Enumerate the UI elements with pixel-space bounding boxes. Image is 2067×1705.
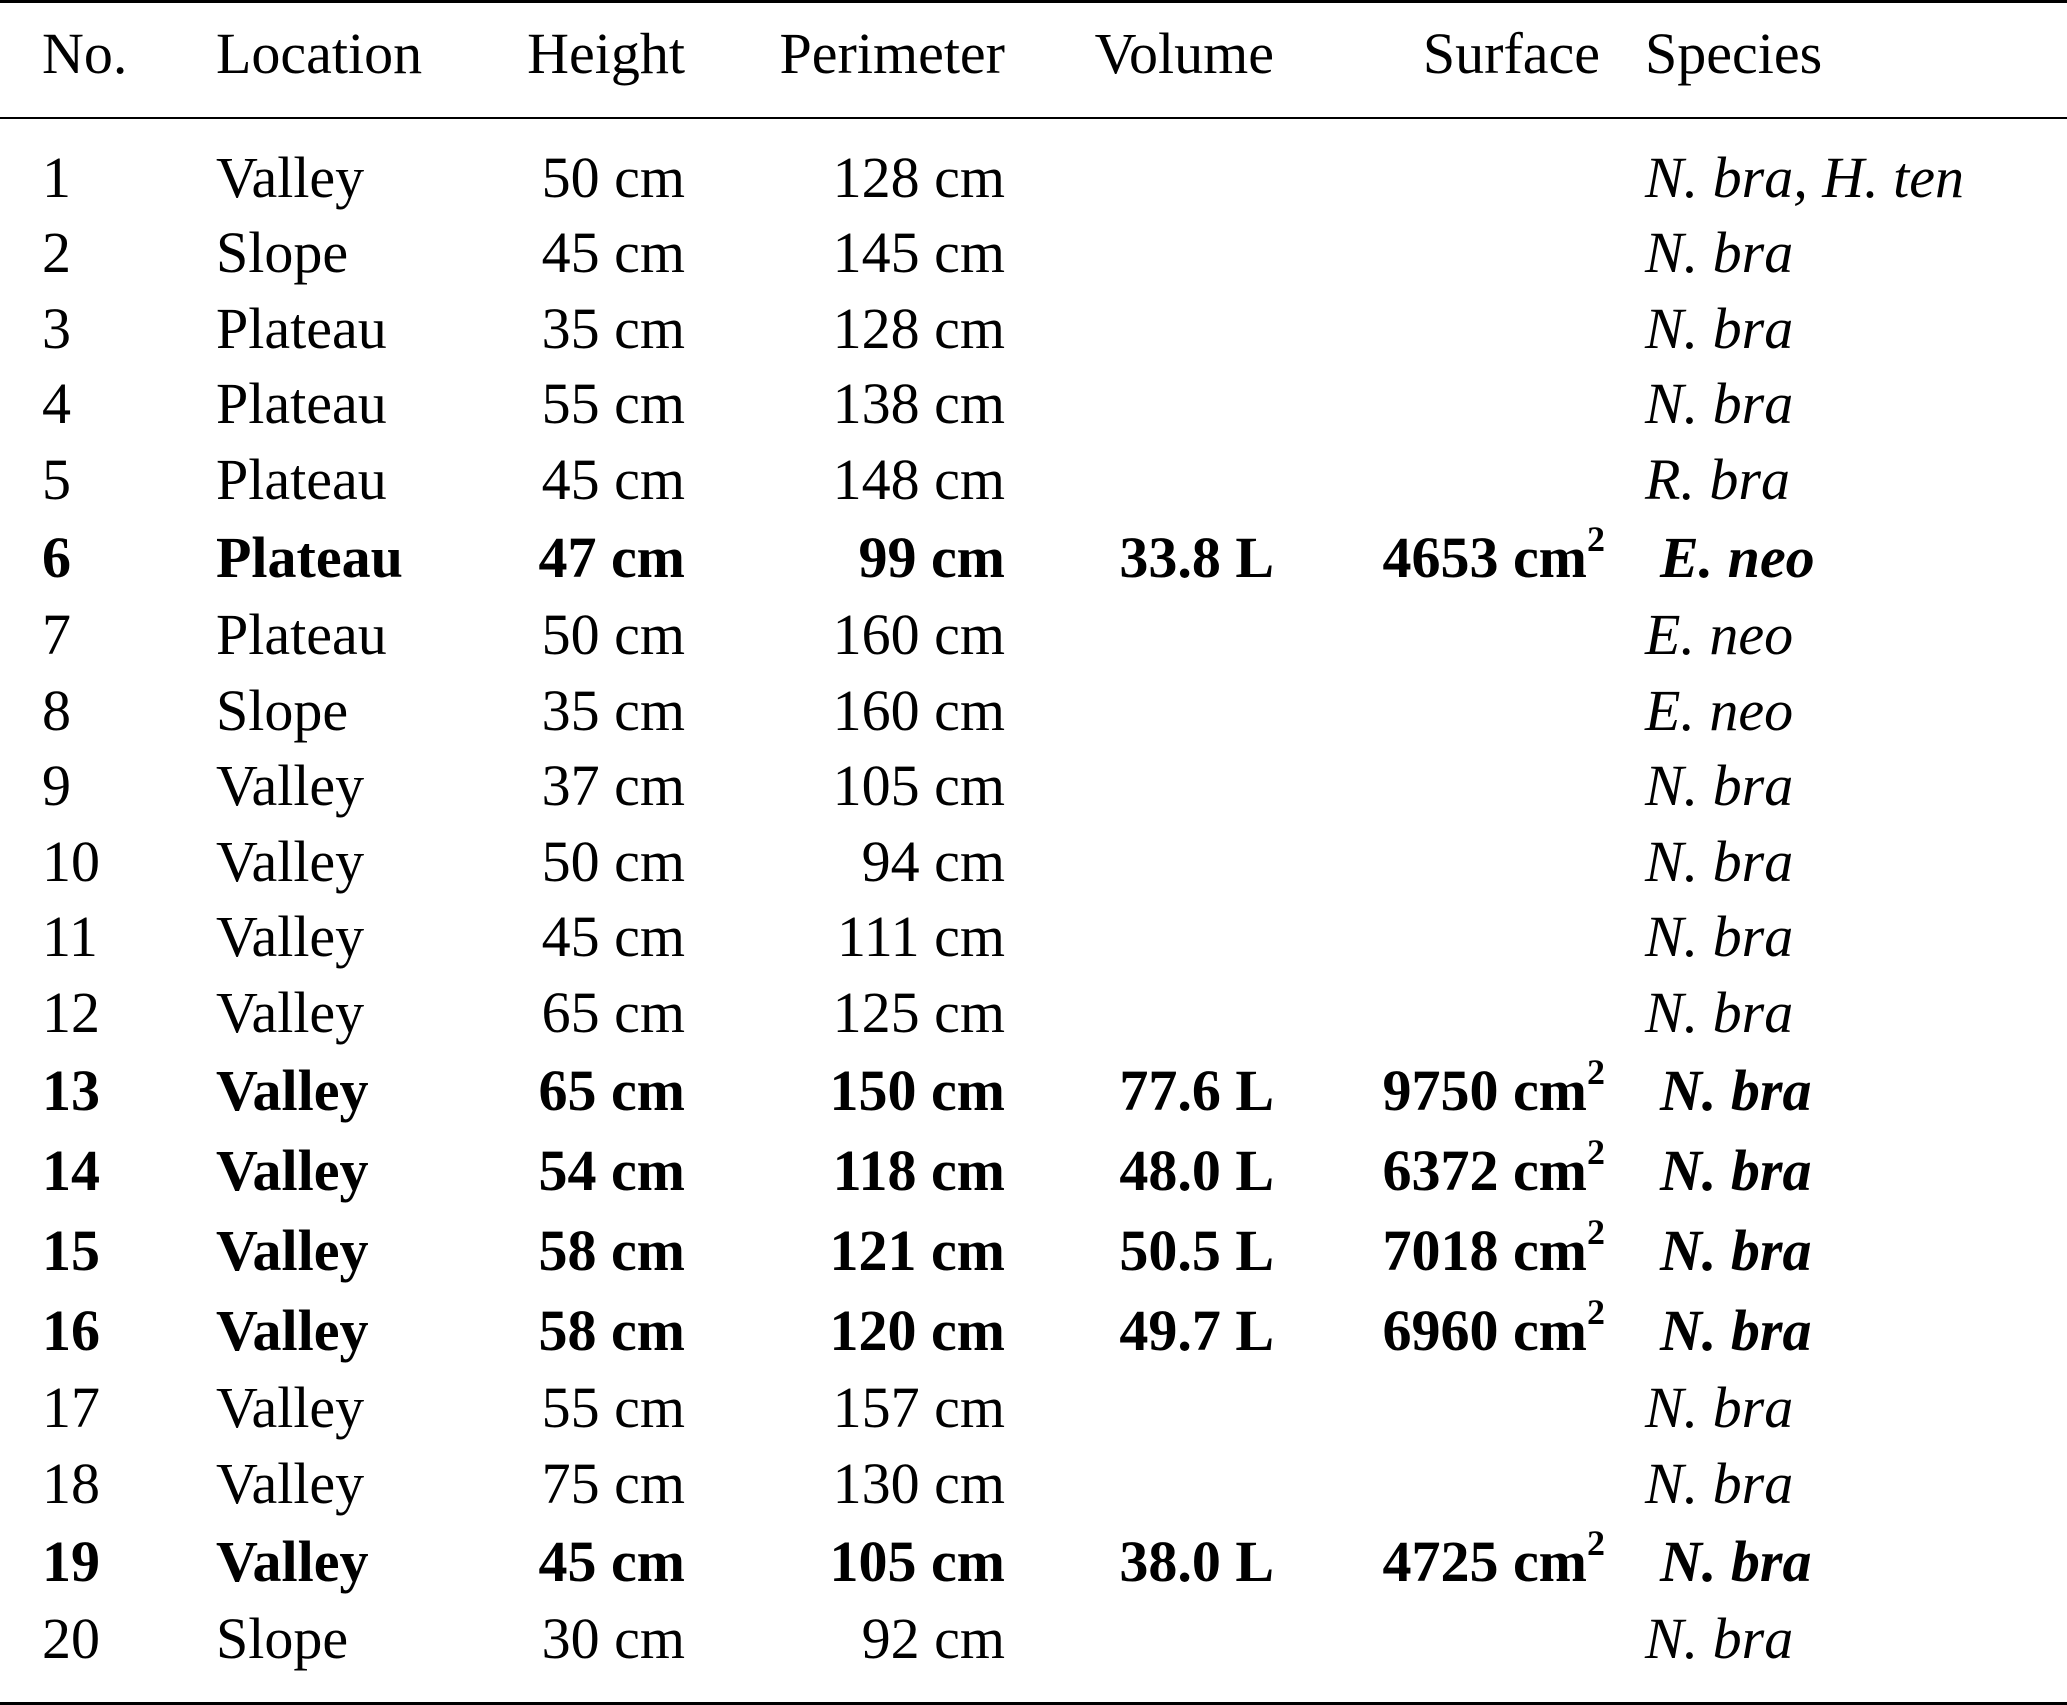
cell-volume-text: 33.8 L	[1119, 524, 1274, 590]
cell-height-text: 75 cm	[541, 1450, 685, 1516]
cell-species-text: E. neo	[1645, 677, 1794, 743]
cell-height-text: 55 cm	[541, 1375, 685, 1441]
cell-no	[0, 1522, 190, 1602]
cell-surface	[1280, 1211, 1610, 1291]
cell-no	[0, 900, 190, 976]
cell-location-text: Valley	[216, 979, 365, 1045]
cell-species-text: N. bra	[1645, 1375, 1794, 1441]
cell-location-text: Plateau	[216, 295, 387, 361]
cell-surface	[1280, 1131, 1610, 1211]
cell-surface	[1280, 975, 1610, 1051]
table-row	[0, 1211, 2067, 1291]
cell-height-text: 50 cm	[541, 144, 685, 210]
cell-height-text: 35 cm	[541, 677, 685, 743]
cell-perimeter-text: 148 cm	[832, 446, 1005, 512]
cell-volume	[1010, 1211, 1280, 1291]
cell-surface-text: 6960 cm	[1382, 1297, 1587, 1363]
cell-no	[0, 1371, 190, 1447]
table-row	[0, 598, 2067, 674]
cell-species	[1610, 291, 2067, 367]
cell-no	[0, 1602, 190, 1678]
cell-no-text: 15	[42, 1217, 100, 1283]
header-height: Height	[527, 20, 685, 86]
cell-location	[190, 673, 490, 749]
cell-location	[190, 1211, 490, 1291]
cell-perimeter	[690, 824, 1010, 900]
cell-perimeter-text: 145 cm	[832, 220, 1005, 286]
cell-height	[490, 1522, 690, 1602]
cell-surface-text: 4653 cm	[1382, 524, 1587, 590]
cell-location-text: Slope	[216, 1606, 349, 1672]
cell-perimeter	[690, 673, 1010, 749]
cell-location	[190, 1371, 490, 1447]
cell-no	[0, 1211, 190, 1291]
cell-height	[490, 140, 690, 216]
cell-height	[490, 975, 690, 1051]
cell-no	[0, 1446, 190, 1522]
cell-surface	[1280, 1291, 1610, 1371]
cell-species	[1610, 1211, 2067, 1291]
cell-perimeter	[690, 1051, 1010, 1131]
table-row	[0, 216, 2067, 292]
cell-height-text: 45 cm	[538, 1528, 685, 1594]
cell-location-text: Valley	[216, 1057, 369, 1123]
cell-perimeter	[690, 749, 1010, 825]
table-row	[0, 1522, 2067, 1602]
cell-location	[190, 1131, 490, 1211]
table-row	[0, 140, 2067, 216]
cell-height	[490, 598, 690, 674]
cell-surface	[1280, 291, 1610, 367]
header-species: Species	[1645, 20, 1823, 86]
cell-location-text: Slope	[216, 677, 349, 743]
cell-no	[0, 598, 190, 674]
cell-height-text: 50 cm	[541, 828, 685, 894]
cell-surface	[1280, 749, 1610, 825]
header-no: No.	[42, 20, 128, 86]
cell-species-text: R. bra	[1645, 446, 1790, 512]
cell-height	[490, 442, 690, 518]
cell-species-text: N. bra	[1660, 1297, 1812, 1363]
cell-perimeter-text: 121 cm	[829, 1217, 1005, 1283]
cell-location-text: Valley	[216, 1375, 365, 1441]
cell-volume	[1010, 824, 1280, 900]
cell-perimeter	[690, 1446, 1010, 1522]
cell-volume-text: 50.5 L	[1119, 1217, 1274, 1283]
cell-perimeter-text: 128 cm	[832, 295, 1005, 361]
cell-no	[0, 291, 190, 367]
cell-no	[0, 518, 190, 598]
cell-height	[490, 291, 690, 367]
cell-height-text: 54 cm	[538, 1137, 685, 1203]
surface-exponent: 2	[1587, 1051, 1605, 1092]
cell-volume	[1010, 291, 1280, 367]
surface-exponent: 2	[1587, 1291, 1605, 1332]
cell-no-text: 5	[42, 446, 71, 512]
cell-location-text: Valley	[216, 1217, 369, 1283]
cell-no-text: 20	[42, 1606, 100, 1672]
cell-species	[1610, 673, 2067, 749]
table-row	[0, 975, 2067, 1051]
table-row	[0, 749, 2067, 825]
cell-surface	[1280, 367, 1610, 443]
cell-no	[0, 1131, 190, 1211]
cell-location	[190, 975, 490, 1051]
cell-perimeter	[690, 1131, 1010, 1211]
header-row	[0, 0, 2067, 117]
cell-volume	[1010, 975, 1280, 1051]
cell-location	[190, 1051, 490, 1131]
cell-no-text: 17	[42, 1375, 100, 1441]
cell-height	[490, 1051, 690, 1131]
table-row	[0, 367, 2067, 443]
cell-location	[190, 1446, 490, 1522]
cell-perimeter	[690, 1602, 1010, 1678]
cell-height-text: 65 cm	[541, 979, 685, 1045]
cell-location-text: Valley	[216, 828, 365, 894]
cell-species	[1610, 975, 2067, 1051]
cell-location	[190, 900, 490, 976]
cell-volume	[1010, 1371, 1280, 1447]
cell-no-text: 7	[42, 602, 71, 668]
cell-species	[1610, 1371, 2067, 1447]
cell-perimeter	[690, 291, 1010, 367]
cell-no-text: 11	[42, 904, 98, 970]
cell-volume-text: 77.6 L	[1119, 1057, 1274, 1123]
cell-surface	[1280, 1522, 1610, 1602]
cell-species-text: E. neo	[1660, 524, 1815, 590]
cell-height	[490, 367, 690, 443]
table-row	[0, 1446, 2067, 1522]
surface-exponent: 2	[1587, 518, 1605, 559]
cell-surface	[1280, 598, 1610, 674]
table-row	[0, 1371, 2067, 1447]
cell-no	[0, 673, 190, 749]
cell-species	[1610, 1291, 2067, 1371]
cell-height-text: 65 cm	[538, 1057, 685, 1123]
cell-height	[490, 1602, 690, 1678]
cell-species	[1610, 442, 2067, 518]
cell-surface	[1280, 140, 1610, 216]
cell-species-text: N. bra	[1645, 1606, 1794, 1672]
cell-no-text: 1	[42, 144, 71, 210]
cell-species-text: N. bra	[1645, 753, 1794, 819]
cell-volume	[1010, 598, 1280, 674]
cell-height-text: 58 cm	[538, 1217, 685, 1283]
cell-perimeter-text: 128 cm	[832, 144, 1005, 210]
cell-no-text: 19	[42, 1528, 100, 1594]
cell-species-text: N. bra	[1660, 1137, 1812, 1203]
cell-volume-text: 48.0 L	[1119, 1137, 1274, 1203]
cell-species-text: N. bra	[1660, 1528, 1812, 1594]
surface-exponent: 2	[1587, 1211, 1605, 1252]
cell-species	[1610, 900, 2067, 976]
cell-species-text: N. bra	[1645, 828, 1794, 894]
cell-no-text: 18	[42, 1450, 100, 1516]
cell-species-text: N. bra	[1645, 295, 1794, 361]
cell-location	[190, 1522, 490, 1602]
cell-perimeter	[690, 216, 1010, 292]
table-row	[0, 518, 2067, 598]
cell-height-text: 45 cm	[541, 446, 685, 512]
cell-location	[190, 291, 490, 367]
cell-surface-text: 7018 cm	[1382, 1217, 1587, 1283]
cell-surface	[1280, 900, 1610, 976]
cell-height-text: 45 cm	[541, 220, 685, 286]
cell-species-text: N. bra	[1645, 220, 1794, 286]
table-spacer-row	[0, 117, 2067, 140]
cell-perimeter	[690, 518, 1010, 598]
cell-location	[190, 749, 490, 825]
table-row	[0, 673, 2067, 749]
cell-no	[0, 140, 190, 216]
cell-volume-text: 38.0 L	[1119, 1528, 1274, 1594]
cell-no-text: 6	[42, 524, 71, 590]
cell-perimeter	[690, 598, 1010, 674]
cell-species	[1610, 1131, 2067, 1211]
cell-height	[490, 824, 690, 900]
cell-perimeter-text: 105 cm	[832, 753, 1005, 819]
cell-perimeter-text: 125 cm	[832, 979, 1005, 1045]
cell-volume	[1010, 518, 1280, 598]
cell-location	[190, 518, 490, 598]
cell-no-text: 8	[42, 677, 71, 743]
cell-location-text: Plateau	[216, 371, 387, 437]
cell-volume	[1010, 900, 1280, 976]
cell-perimeter	[690, 140, 1010, 216]
cell-volume	[1010, 1131, 1280, 1211]
table-row	[0, 900, 2067, 976]
cell-perimeter	[690, 975, 1010, 1051]
cell-height	[490, 1446, 690, 1522]
cell-species-text: N. bra	[1645, 371, 1794, 437]
cell-location-text: Plateau	[216, 446, 387, 512]
cell-location	[190, 367, 490, 443]
cell-perimeter-text: 105 cm	[829, 1528, 1005, 1594]
cell-perimeter-text: 99 cm	[858, 524, 1005, 590]
cell-volume	[1010, 216, 1280, 292]
cell-perimeter	[690, 1522, 1010, 1602]
cell-location	[190, 824, 490, 900]
cell-height	[490, 900, 690, 976]
surface-exponent: 2	[1587, 1131, 1605, 1172]
cell-location-text: Valley	[216, 904, 365, 970]
cell-location	[190, 1602, 490, 1678]
cell-no	[0, 749, 190, 825]
surface-exponent: 2	[1587, 1522, 1605, 1563]
cell-location	[190, 442, 490, 518]
cell-no-text: 16	[42, 1297, 100, 1363]
cell-surface	[1280, 1051, 1610, 1131]
cell-species-text: N. bra	[1645, 979, 1794, 1045]
cell-location-text: Valley	[216, 1297, 369, 1363]
cell-no-text: 2	[42, 220, 71, 286]
cell-surface	[1280, 518, 1610, 598]
table-row	[0, 1131, 2067, 1211]
cell-height-text: 35 cm	[541, 295, 685, 361]
cell-species-text: E. neo	[1645, 602, 1794, 668]
cell-volume	[1010, 673, 1280, 749]
cell-species	[1610, 1051, 2067, 1131]
cell-surface	[1280, 1446, 1610, 1522]
cell-no	[0, 1051, 190, 1131]
cell-height	[490, 1371, 690, 1447]
table-body	[0, 117, 2067, 1677]
cell-species-text: N. bra	[1645, 904, 1794, 970]
cell-species	[1610, 216, 2067, 292]
cell-perimeter	[690, 1371, 1010, 1447]
cell-volume	[1010, 1446, 1280, 1522]
cell-species	[1610, 749, 2067, 825]
table-row	[0, 824, 2067, 900]
cell-location	[190, 1291, 490, 1371]
cell-no-text: 13	[42, 1057, 100, 1123]
cell-surface	[1280, 1371, 1610, 1447]
cell-species	[1610, 598, 2067, 674]
cell-height-text: 30 cm	[541, 1606, 685, 1672]
cell-species	[1610, 518, 2067, 598]
cell-perimeter-text: 157 cm	[832, 1375, 1005, 1441]
cell-no-text: 9	[42, 753, 71, 819]
cell-no-text: 14	[42, 1137, 100, 1203]
cell-species	[1610, 1602, 2067, 1678]
cell-species-text: N. bra, H. ten	[1645, 144, 1964, 210]
cell-species	[1610, 1446, 2067, 1522]
cell-no-text: 4	[42, 371, 71, 437]
cell-location	[190, 598, 490, 674]
cell-location	[190, 216, 490, 292]
cell-surface	[1280, 442, 1610, 518]
table-row	[0, 291, 2067, 367]
cell-height	[490, 749, 690, 825]
cell-perimeter	[690, 367, 1010, 443]
cell-no	[0, 975, 190, 1051]
cell-perimeter	[690, 1211, 1010, 1291]
cell-no	[0, 367, 190, 443]
cell-location-text: Valley	[216, 1137, 369, 1203]
cell-surface-text: 4725 cm	[1382, 1528, 1587, 1594]
table-row	[0, 442, 2067, 518]
cell-perimeter-text: 111 cm	[836, 904, 1005, 970]
table-header	[0, 0, 2067, 117]
cell-species	[1610, 367, 2067, 443]
cell-perimeter	[690, 1291, 1010, 1371]
cell-perimeter-text: 94 cm	[861, 828, 1005, 894]
cell-no	[0, 216, 190, 292]
header-perimeter: Perimeter	[779, 20, 1005, 86]
cell-no	[0, 824, 190, 900]
cell-surface	[1280, 824, 1610, 900]
cell-perimeter-text: 118 cm	[832, 1137, 1005, 1203]
cell-surface	[1280, 673, 1610, 749]
cell-no-text: 3	[42, 295, 71, 361]
cell-location	[190, 140, 490, 216]
cell-no	[0, 1291, 190, 1371]
cell-volume	[1010, 1051, 1280, 1131]
cell-height-text: 45 cm	[541, 904, 685, 970]
cell-height	[490, 1131, 690, 1211]
cell-perimeter-text: 160 cm	[832, 602, 1005, 668]
cell-volume	[1010, 1291, 1280, 1371]
cell-location-text: Valley	[216, 753, 365, 819]
cell-location-text: Valley	[216, 1450, 365, 1516]
cell-species-text: N. bra	[1645, 1450, 1794, 1516]
table-row	[0, 1291, 2067, 1371]
cell-height	[490, 673, 690, 749]
cell-perimeter-text: 120 cm	[829, 1297, 1005, 1363]
cell-height-text: 37 cm	[541, 753, 685, 819]
cell-no-text: 10	[42, 828, 100, 894]
cell-perimeter-text: 138 cm	[832, 371, 1005, 437]
cell-height-text: 50 cm	[541, 602, 685, 668]
cell-species	[1610, 140, 2067, 216]
cell-volume	[1010, 1602, 1280, 1678]
cell-perimeter	[690, 900, 1010, 976]
cell-perimeter-text: 92 cm	[861, 1606, 1005, 1672]
cell-height	[490, 518, 690, 598]
cell-surface-text: 9750 cm	[1382, 1057, 1587, 1123]
cell-location-text: Slope	[216, 220, 349, 286]
cell-height-text: 58 cm	[538, 1297, 685, 1363]
header-location: Location	[216, 20, 423, 86]
cell-volume	[1010, 367, 1280, 443]
cell-location-text: Plateau	[216, 602, 387, 668]
cell-species	[1610, 1522, 2067, 1602]
cell-no-text: 12	[42, 979, 100, 1045]
table-row	[0, 1602, 2067, 1678]
cell-volume	[1010, 442, 1280, 518]
table-row	[0, 1051, 2067, 1131]
cell-species	[1610, 824, 2067, 900]
cell-perimeter-text: 160 cm	[832, 677, 1005, 743]
cell-height	[490, 1291, 690, 1371]
cell-species-text: N. bra	[1660, 1057, 1812, 1123]
cell-species-text: N. bra	[1660, 1217, 1812, 1283]
cell-height	[490, 1211, 690, 1291]
cell-location-text: Valley	[216, 144, 365, 210]
cell-location-text: Plateau	[216, 524, 403, 590]
cell-volume	[1010, 1522, 1280, 1602]
cell-volume	[1010, 140, 1280, 216]
cell-height-text: 47 cm	[538, 524, 685, 590]
cell-location-text: Valley	[216, 1528, 369, 1594]
cell-volume-text: 49.7 L	[1119, 1297, 1274, 1363]
cell-surface	[1280, 1602, 1610, 1678]
cell-surface-text: 6372 cm	[1382, 1137, 1587, 1203]
cell-perimeter-text: 130 cm	[832, 1450, 1005, 1516]
cell-volume	[1010, 749, 1280, 825]
header-surface: Surface	[1422, 20, 1600, 86]
cell-perimeter	[690, 442, 1010, 518]
header-volume: Volume	[1094, 20, 1274, 86]
cell-perimeter-text: 150 cm	[829, 1057, 1005, 1123]
cell-height-text: 55 cm	[541, 371, 685, 437]
cell-surface	[1280, 216, 1610, 292]
cell-no	[0, 442, 190, 518]
cell-height	[490, 216, 690, 292]
